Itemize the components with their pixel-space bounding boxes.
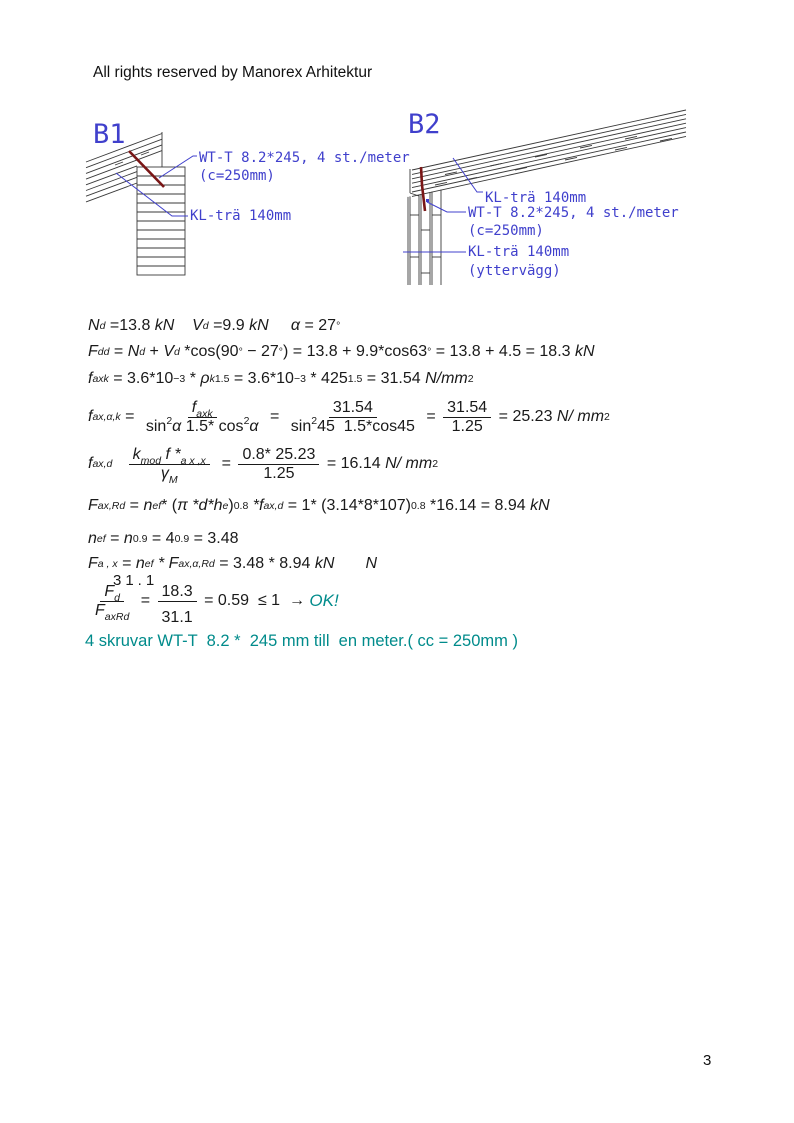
- formula-fax-rd-total: F a , x = n ef * F ax,α,Rd = 3.48 * 8.94 kN N: [88, 555, 378, 572]
- b2-leader-screw: [427, 202, 466, 212]
- page-number: 3: [703, 1052, 712, 1069]
- b2-annotation-wall-note: (yttervägg): [468, 263, 561, 279]
- conclusion-text: 4 skruvar WT-T 8.2 * 245 mm till en meter.( cc = 250mm ): [85, 632, 518, 650]
- b2-roof-panel: [410, 110, 686, 196]
- b1-annotation-wall: KL-trä 140mm: [190, 208, 292, 224]
- detail-drawings: [85, 105, 695, 290]
- copyright-header: All rights reserved by Manorex Arhitektur: [93, 64, 373, 81]
- formula-nef: n ef = n 0.9 = 4 0.9 = 3.48: [88, 530, 239, 547]
- b1-detail: [86, 119, 410, 275]
- b2-annotation-screw: WT-T 8.2*245, 4 st./meter: [468, 205, 679, 221]
- formula-design-force: F dd = N d + V d *cos(90 ° − 27 ° ) = 13.8 + 9.9*cos63 ° = 13.8 + 4.5 = 18.3 kN: [88, 343, 595, 360]
- formula-faxk: f axk = 3.6*10 −3 * ρ k 1.5 = 3.6*10 −3 * 425 1.5 = 31.54 N/mm 2: [88, 370, 474, 387]
- b2-annotation-roof: KL-trä 140mm: [485, 190, 587, 206]
- b1-annotation-spacing: (c=250mm): [199, 168, 275, 184]
- formula-fax-rd: F ax,Rd = n ef * ( π *d*h e ) 0.8 *f ax,d = 1* (3.14*8*107) 0.8 *16.14 = 8.94 kN: [88, 497, 550, 514]
- b2-detail: [403, 109, 686, 285]
- formula-utilization: $\frac{F_d}{F_{axRd}}$ = $\frac{18.3}{31.1}$ = 0.59 ≤ 1 → OK!: [95, 583, 339, 626]
- b1-leader-wall: [116, 173, 188, 216]
- b2-screw-marker: [426, 199, 429, 202]
- formula-faxd: f ax,d $\frac{k_{mod} f *_{a x ,x}}{\gamma_M}$ = $\frac{0.8* 25.23}{1.25}$ = 16.14 N/ mm 2: [88, 446, 439, 486]
- b2-annotation-wall: KL-trä 140mm: [468, 244, 570, 260]
- total-capacity-value: 31.1: [113, 572, 159, 589]
- formula-fax-alpha-k: f ax,α,k = $\frac{f_{axk}}{\sin^2\alpha 1.5* \cos^2\alpha}$ = $\frac{31.54}{\sin^245 1.5*\cos 45}$ = $\frac{31.54}{1.25}$ = 25.23 N/ mm 2: [88, 399, 610, 435]
- b2-label: B2: [408, 109, 441, 140]
- formula-loads: N d =13.8 kN V d =9.9 kN α = 27 °: [88, 317, 341, 334]
- b2-annotation-spacing: (c=250mm): [468, 223, 544, 239]
- b1-annotation-screw: WT-T 8.2*245, 4 st./meter: [199, 150, 410, 166]
- b1-label: B1: [93, 119, 126, 150]
